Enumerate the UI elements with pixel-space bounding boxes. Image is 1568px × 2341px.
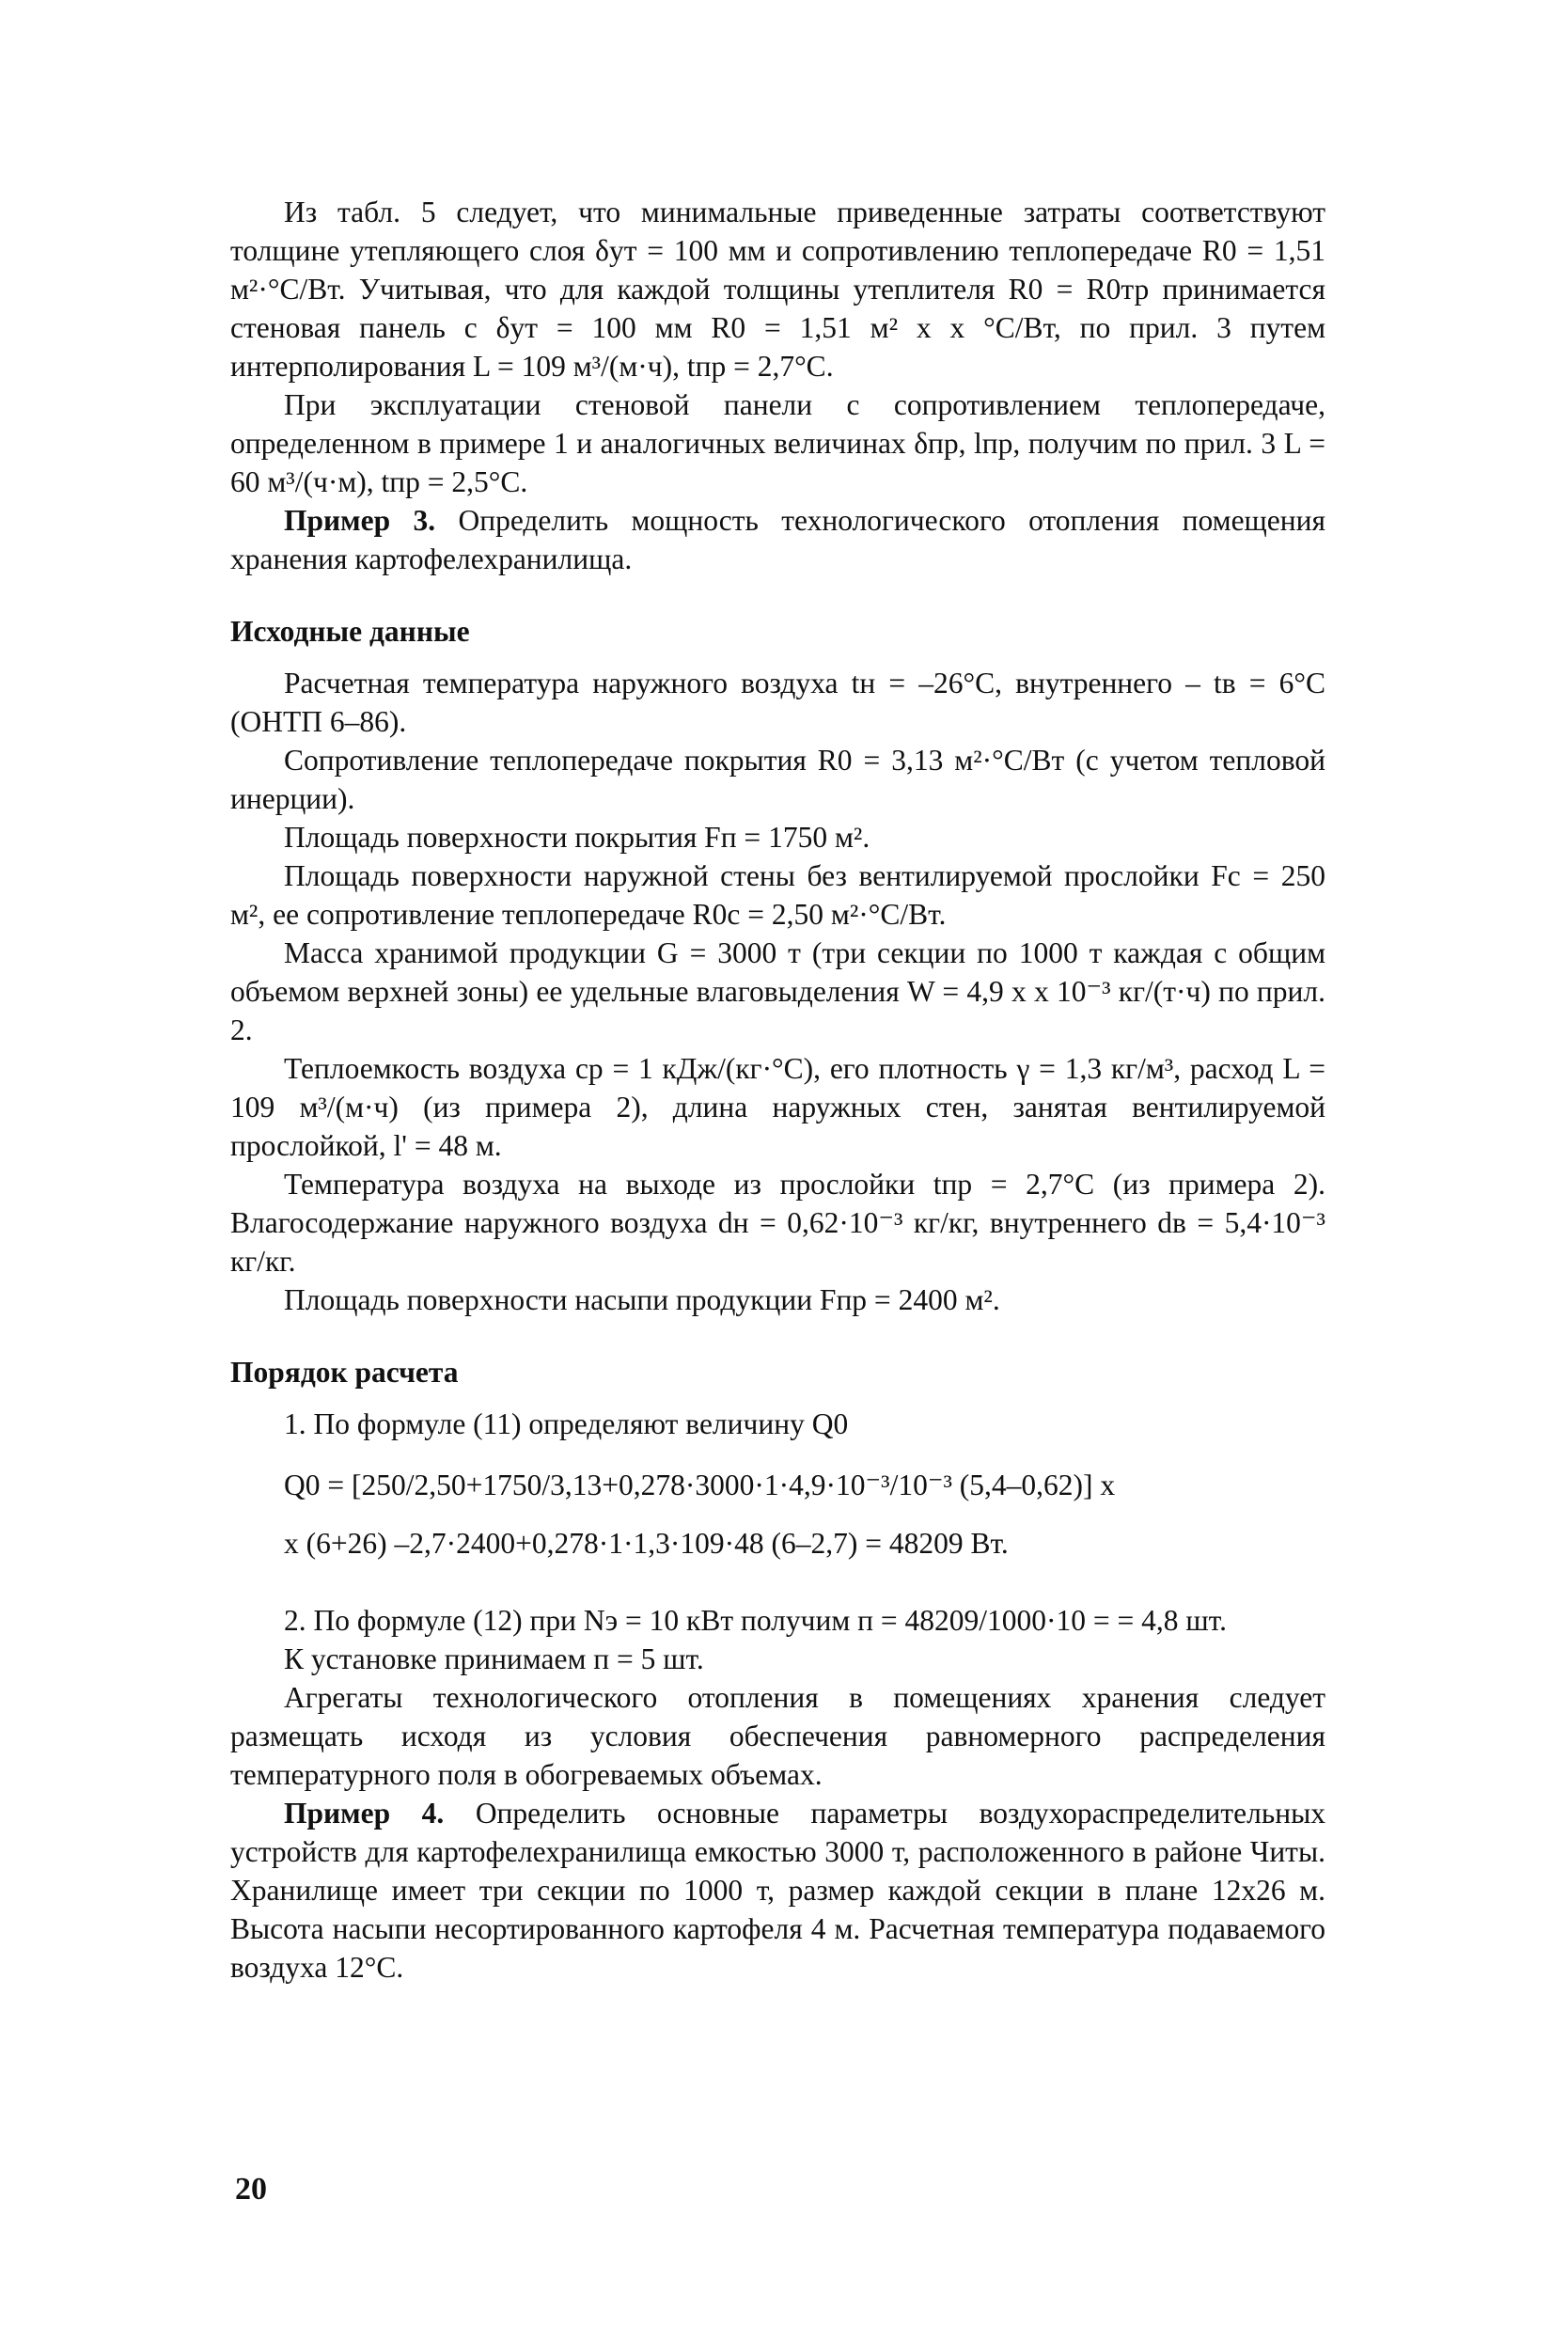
example-3-label: Пример 3.: [284, 504, 436, 537]
source-item-wall-area: Площадь поверхности наружной стены без вентилируемой прослойки Fс = 250 м², ее сопротивление теплопередаче R0с = 2,50 м²·°С/Вт.: [230, 859, 1325, 931]
example-4-text: Определить основные параметры воздухораспределительных устройств для картофелехранилища емкостью 3000 т, расположенного в районе Читы. Хранилище имеет три секции по 1000 т, размер каждой секции в плане 12x26 м. Высота насыпи несортированного картофеля 4 м. Расчетная температура подаваемого воздуха 12°С.: [230, 1797, 1325, 1984]
calculation-step-2-accept: К установке принимаем п = 5 шт.: [284, 1642, 704, 1675]
formula-line-2: x (6+26) –2,7·2400+0,278·1·1,3·109·48 (6–2,7) = 48209 Вт.: [284, 1527, 1009, 1560]
source-item-product-mass: Масса хранимой продукции G = 3000 т (три секции по 1000 т каждая с общим объемом верхней зоны) ее удельные влаговыделения W = 4,9 x x 10⁻³ кг/(т·ч) по прил. 2.: [230, 936, 1325, 1046]
example-3-text: Определить мощность технологического отопления помещения хранения картофелехранилища.: [230, 504, 1325, 575]
formula-block: [230, 1456, 1325, 1573]
example-3-paragraph: [230, 501, 1325, 578]
page-body: [230, 193, 1325, 1987]
calculation-step-2: 2. По формуле (12) при Nэ = 10 кВт получим п = 48209/1000·10 = = 4,8 шт.: [284, 1604, 1227, 1637]
intro-paragraph-2: При эксплуатации стеновой панели с сопротивлением теплопередаче, определенном в примере 1 и аналогичных величинах δпр, lпр, получим по прил. 3 L = 60 м³/(ч·м), tпр = 2,5°С.: [230, 388, 1325, 498]
source-data-heading: Исходные данные: [230, 615, 470, 648]
source-item-roof-area: Площадь поверхности покрытия Fп = 1750 м².: [284, 821, 870, 854]
source-item-roof-resistance: Сопротивление теплопередаче покрытия R0 = 3,13 м²·°С/Вт (с учетом тепловой инерции).: [230, 744, 1325, 815]
source-item-air-temperature-outlet: Температура воздуха на выходе из прослойки tпр = 2,7°С (из примера 2). Влагосодержание наружного воздуха dн = 0,62·10⁻³ кг/кг, внутреннего dв = 5,4·10⁻³ кг/кг.: [230, 1168, 1325, 1278]
calculation-step-1: 1. По формуле (11) определяют величину Q0: [284, 1407, 849, 1440]
intro-paragraph-1: Из табл. 5 следует, что минимальные приведенные затраты соответствуют толщине утепляющего слоя δут = 100 мм и сопротивлению теплопередаче R0 = 1,51 м²·°С/Вт. Учитывая, что для каждой толщины утеплителя R0 = R0тр принимается стеновая панель с δут = 100 мм R0 = 1,51 м² x x °С/Вт, по прил. 3 путем интерполирования L = 109 м³/(м·ч), tпр = 2,7°С.: [230, 196, 1325, 383]
example-4-paragraph: [230, 1794, 1325, 1987]
source-item-product-surface: Площадь поверхности насыпи продукции Fпр = 2400 м².: [284, 1283, 1000, 1316]
formula-line-1: Q0 = [250/2,50+1750/3,13+0,278·3000·1·4,9·10⁻³/10⁻³ (5,4–0,62)] x: [284, 1469, 1116, 1501]
calculation-heading: Порядок расчета: [230, 1356, 459, 1389]
page-number: 20: [235, 2172, 267, 2207]
example-4-label: Пример 4.: [284, 1797, 445, 1830]
source-item-air-heat-capacity: Теплоемкость воздуха cр = 1 кДж/(кг·°С), его плотность γ = 1,3 кг/м³, расход L = 109 м³/(м·ч) (из примера 2), длина наружных стен, занятая вентилируемой прослойкой, l' = 48 м.: [230, 1052, 1325, 1162]
source-item-outdoor-temperature: Расчетная температура наружного воздуха tн = –26°С, внутреннего – tв = 6°С (ОНТП 6–86).: [230, 667, 1325, 738]
calculation-note: Агрегаты технологического отопления в помещениях хранения следует размещать исходя из условия обеспечения равномерного распределения температурного поля в обогреваемых объемах.: [230, 1681, 1325, 1791]
